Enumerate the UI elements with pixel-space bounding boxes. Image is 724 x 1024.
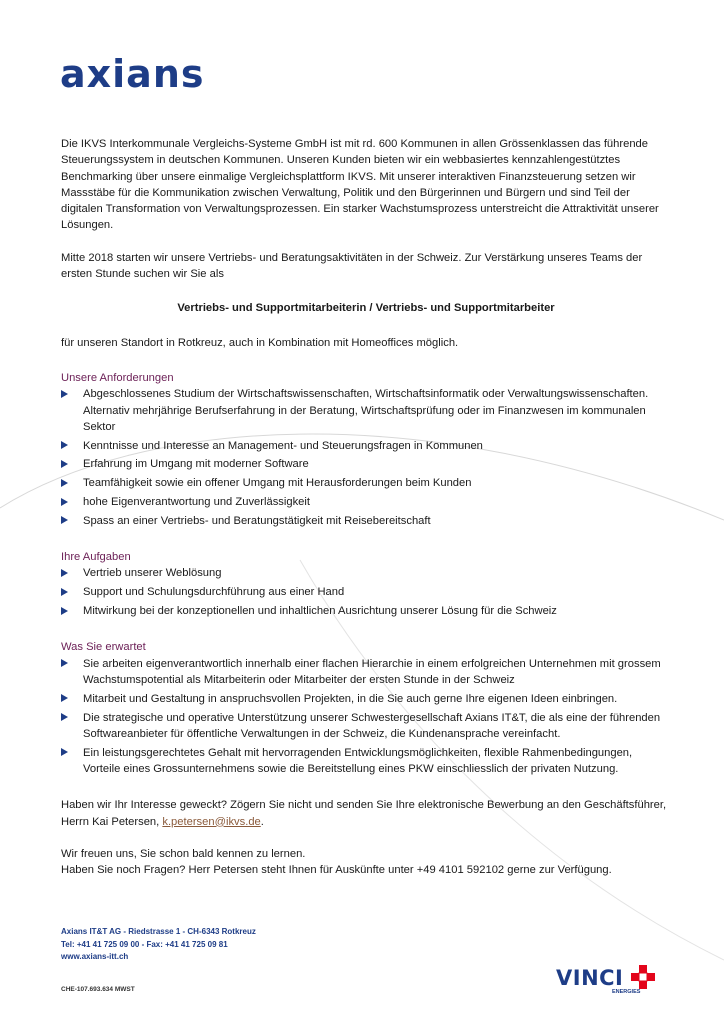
list-item: Mitarbeit und Gestaltung in anspruchsvollen Projekten, in die Sie auch gerne Ihre eigenen Ideen einbringen. <box>61 691 671 707</box>
footer-address: Axians IT&T AG - Riedstrasse 1 - CH-6343 Rotkreuz <box>61 927 256 936</box>
footer-web: www.axians-itt.ch <box>61 952 129 961</box>
bullet-icon <box>61 713 68 721</box>
bullet-icon <box>61 607 68 615</box>
vinci-logo-subtext: ENERGIES <box>612 989 641 995</box>
tasks-list <box>61 565 671 619</box>
contact-paragraph: Haben wir Ihr Interesse geweckt? Zögern Sie nicht und senden Sie Ihre elektronische Bewerbung an den Geschäftsführer, Herrn Kai Petersen, k.petersen@ikvs.de. <box>61 799 667 828</box>
intro-paragraph-2: Mitte 2018 starten wir unsere Vertriebs- und Beratungsaktivitäten in der Schweiz. Zur Verstärkung unseres Teams der ersten Stunde suchen wir Sie als <box>61 251 643 281</box>
intro-paragraph-1: Die IKVS Interkommunale Vergleichs-Systeme GmbH ist mit rd. 600 Kommunen in allen Grössenklassen das führende Steuerungssystem in deutschen Kommunen. Unseren Kunden bieten wir ein webbasiertes kennzahlengestütztes Benchmarking über unsere einmalige Vergleichsplattform IKVS. Mit unserer interaktiven Finanzsteuerung setzen wir Massstäbe für die Kommunikation zwischen Verwaltung, Politik und den Bürgerinnen und Bürgern und sind Teil der digitalen Transformation von Verwaltungsprozessen. Ein starker Wachstumsprozess unterstreicht die Attraktivität unserer Lösungen. <box>61 138 659 232</box>
section-requirements <box>61 370 671 529</box>
vinci-logo-text: VINCI <box>556 966 624 990</box>
list-item: Sie arbeiten eigenverantwortlich innerhalb einer flachen Hierarchie in einem erfolgreichen Unternehmen mit grossem Wachstumspotential als Mitarbeiterin oder Mitarbeiter der ersten Stunde in der Schweiz <box>61 656 671 689</box>
bullet-icon <box>61 390 68 398</box>
list-item: Ein leistungsgerechtetes Gehalt mit hervorragenden Entwicklungsmöglichkeiten, flexible Rahmenbedingungen, Vorteile eines Grossunternehmens sowie die Bereitstellung eines PKW einschliesslich der privaten Nutzung. <box>61 745 671 778</box>
section-tasks <box>61 549 671 619</box>
closing-line-2: Haben Sie noch Fragen? Herr Petersen steht Ihnen für Auskünfte unter +49 4101 592102 gerne zur Verfügung. <box>61 864 612 877</box>
bullet-icon <box>61 588 68 596</box>
closing-line-1: Wir freuen uns, Sie schon bald kennen zu lernen. <box>61 847 306 860</box>
vinci-energies-logo <box>556 962 666 998</box>
offer-list <box>61 656 671 778</box>
axians-logo <box>60 54 240 94</box>
bullet-icon <box>61 516 68 524</box>
list-item: Die strategische und operative Unterstützung unserer Schwestergesellschaft Axians IT&T, die als eine der führenden Softwareanbieter für öffentliche Verwaltungen in der Schweiz, die Kundenansprache vereinfacht. <box>61 710 671 743</box>
vinci-cross-icon <box>628 964 660 996</box>
bullet-icon <box>61 694 68 702</box>
list-item: Kenntnisse und Interesse an Management- und Steuerungsfragen in Kommunen <box>61 438 671 454</box>
section-heading: Was Sie erwartet <box>61 641 146 654</box>
bullet-icon <box>61 569 68 577</box>
requirements-list <box>61 386 671 529</box>
list-item: hohe Eigenverantwortung und Zuverlässigkeit <box>61 494 671 510</box>
list-item: Teamfähigkeit sowie ein offener Umgang mit Herausforderungen beim Kunden <box>61 475 671 491</box>
section-heading: Ihre Aufgaben <box>61 551 131 564</box>
email-link[interactable]: k.petersen@ikvs.de <box>162 815 261 828</box>
main-content <box>61 136 671 878</box>
list-item: Support und Schulungsdurchführung aus einer Hand <box>61 584 671 600</box>
section-heading: Unsere Anforderungen <box>61 371 174 384</box>
section-offer <box>61 639 671 777</box>
bullet-icon <box>61 460 68 468</box>
footer-phone: Tel: +41 41 725 09 00 - Fax: +41 41 725 09 81 <box>61 939 228 949</box>
vat-number: CHE-107.693.634 MWST <box>61 986 135 993</box>
list-item: Vertrieb unserer Weblösung <box>61 565 671 581</box>
bullet-icon <box>61 659 68 667</box>
contact-text: Haben wir Ihr Interesse geweckt? Zögern Sie nicht und senden Sie Ihre elektronische Bewerbung an den Geschäftsführer, Herrn Kai Petersen, <box>61 799 667 828</box>
list-item: Spass an einer Vertriebs- und Beratungstätigkeit mit Reisebereitschaft <box>61 513 671 529</box>
bullet-icon <box>61 748 68 756</box>
job-title: Vertriebs- und Supportmitarbeiterin / Vertriebs- und Supportmitarbeiter <box>177 302 555 315</box>
bullet-icon <box>61 498 68 506</box>
location-text: für unseren Standort in Rotkreuz, auch in Kombination mit Homeoffices möglich. <box>61 336 459 349</box>
bullet-icon <box>61 479 68 487</box>
footer-address-block <box>61 926 256 964</box>
bullet-icon <box>61 441 68 449</box>
list-item: Mitwirkung bei der konzeptionellen und inhaltlichen Ausrichtung unserer Lösung für die Schweiz <box>61 603 671 619</box>
list-item: Erfahrung im Umgang mit moderner Software <box>61 456 671 472</box>
axians-logo-text: axians <box>60 52 205 96</box>
list-item: Abgeschlossenes Studium der Wirtschaftswissenschaften, Wirtschaftsinformatik oder Verwaltungswissenschaften. Alternativ mehrjährige Berufserfahrung in der Beratung, Wirtschaftsprüfung oder im Finanzwesen im kommunalen Sektor <box>61 386 671 435</box>
